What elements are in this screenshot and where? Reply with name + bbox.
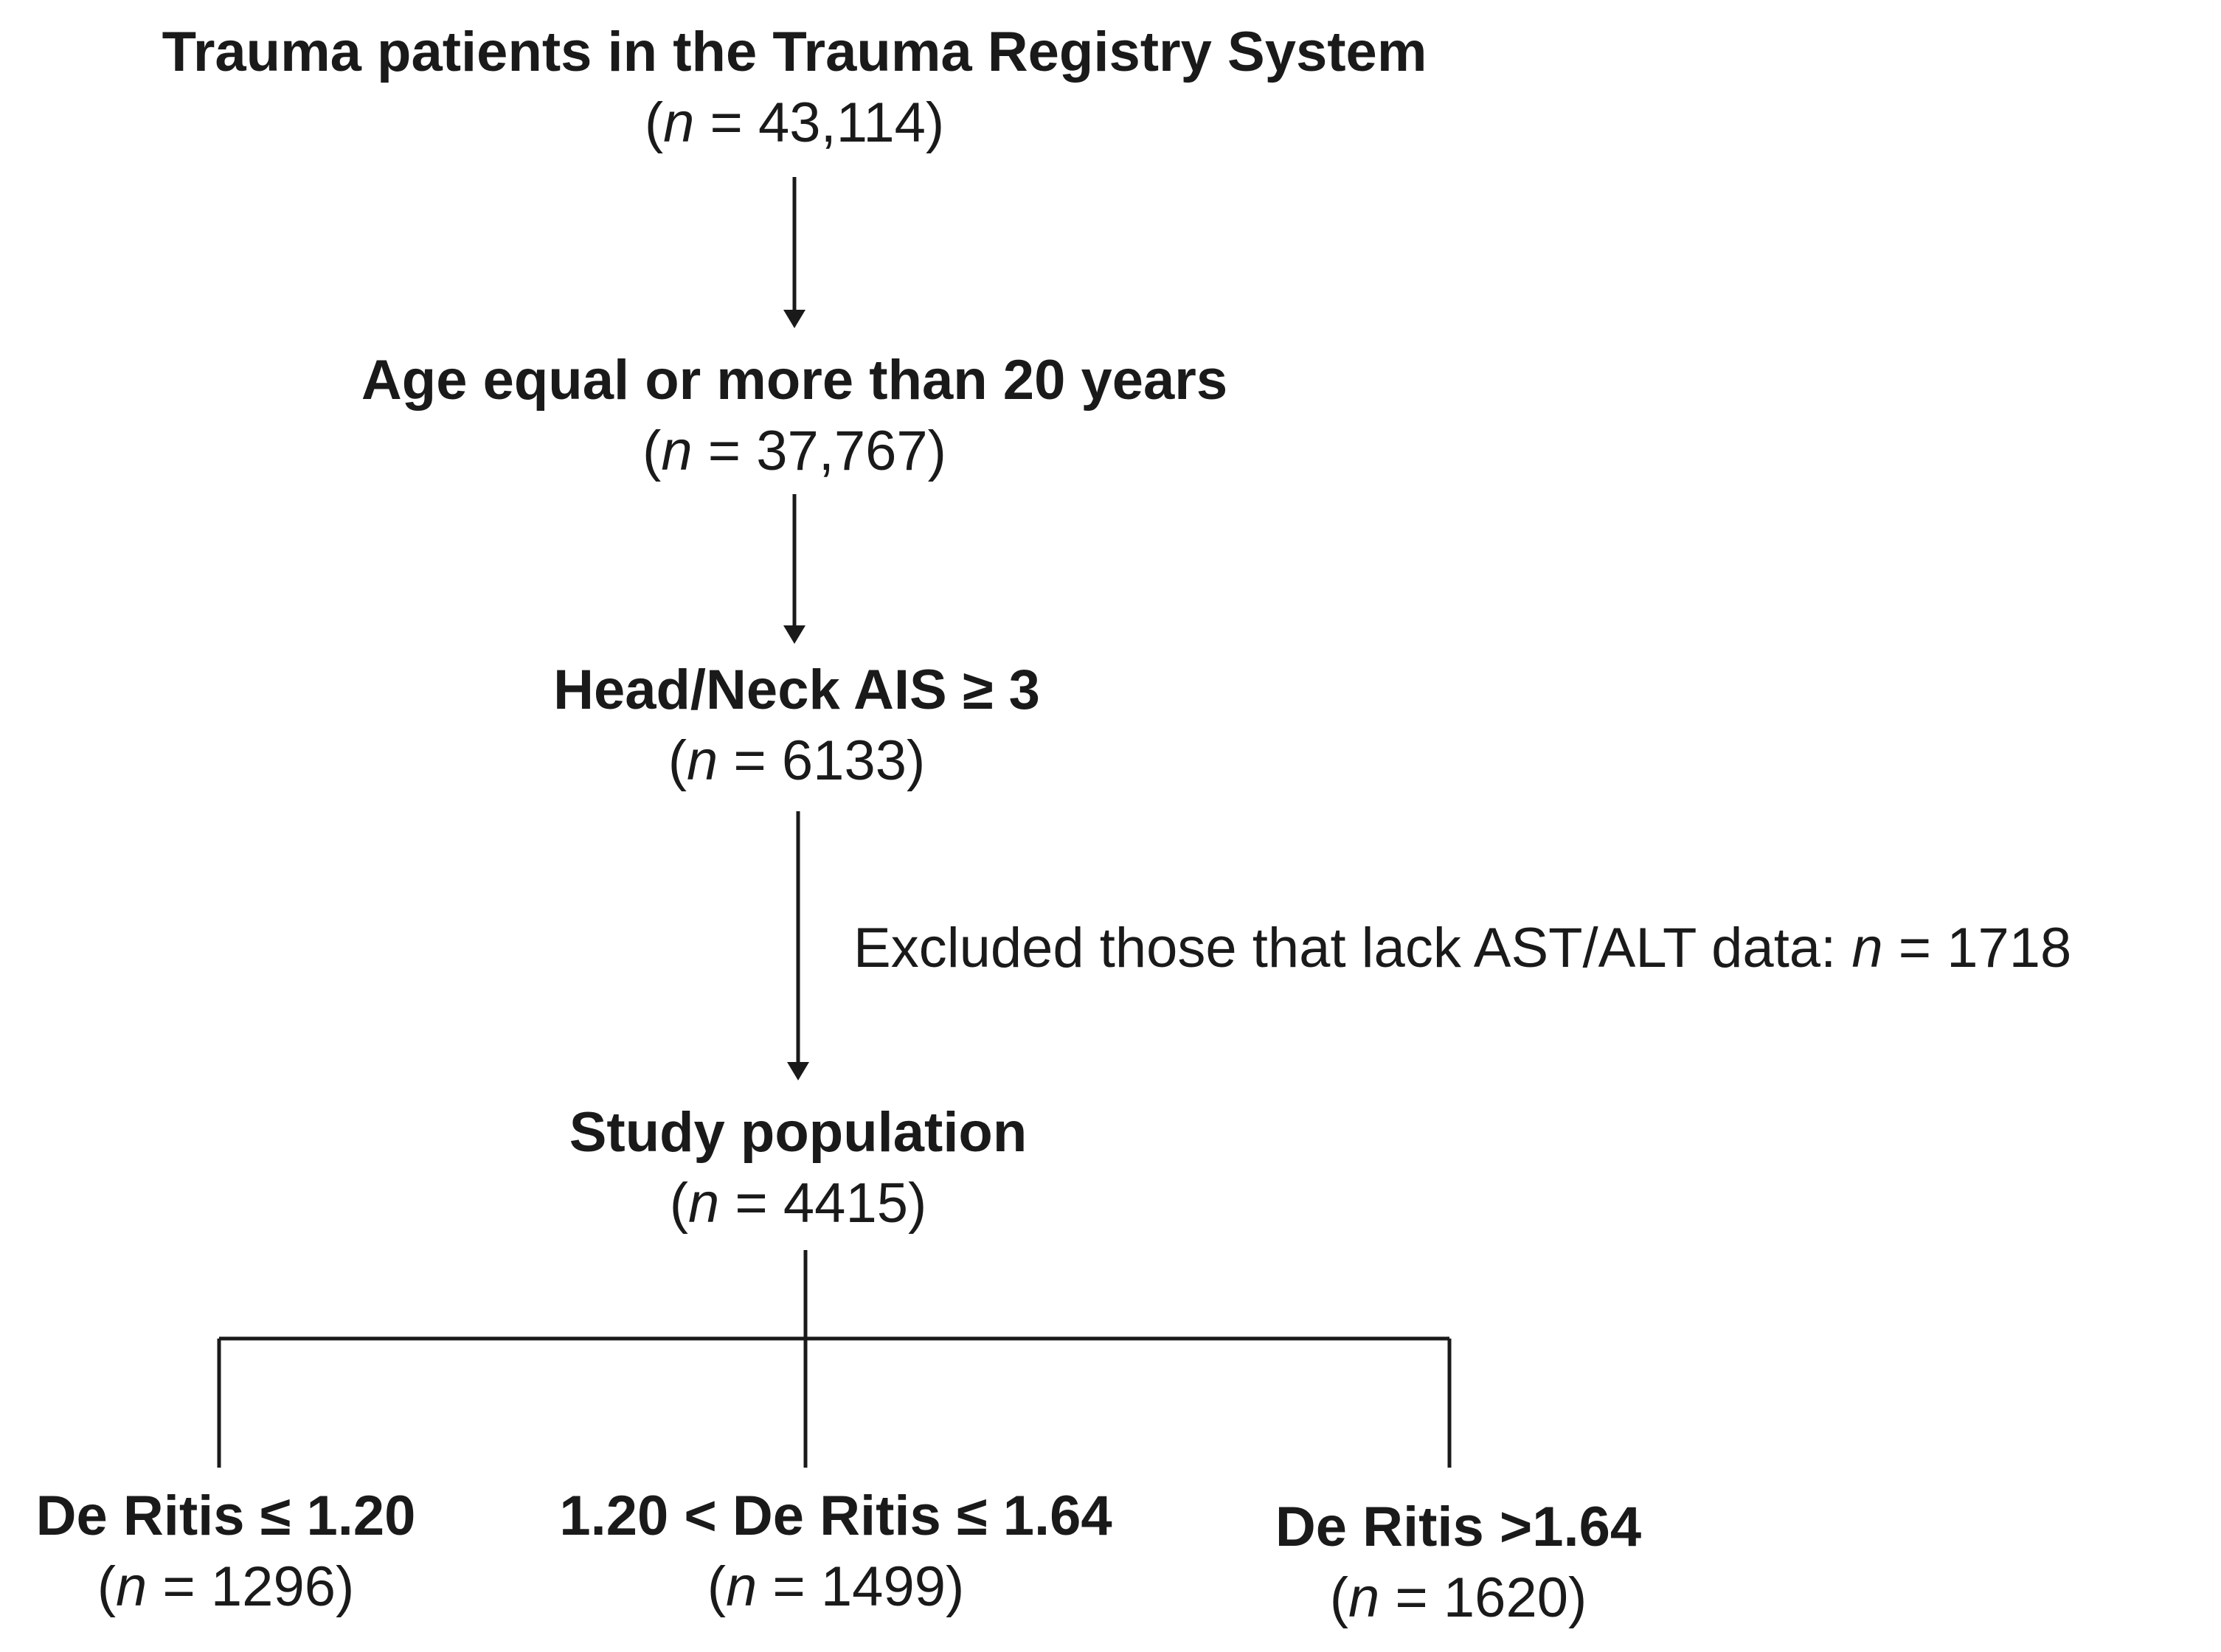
- node-headneck-title: Head/Neck AIS ≥ 3: [553, 659, 1040, 721]
- node-group-mid-title: 1.20 < De Ritis ≤ 1.64: [559, 1485, 1112, 1547]
- arrowhead-age: [783, 310, 805, 328]
- node-group-high-count: (n = 1620): [1329, 1566, 1587, 1629]
- node-headneck-count: (n = 6133): [668, 729, 926, 792]
- arrowhead-study: [787, 1062, 809, 1080]
- node-headneck: [553, 656, 1040, 798]
- node-group-mid: [559, 1482, 1112, 1624]
- node-group-high-title: De Ritis >1.64: [1275, 1496, 1642, 1558]
- node-age-count: (n = 37,767): [642, 420, 946, 482]
- node-registry: [162, 18, 1427, 160]
- node-group-low-title: De Ritis ≤ 1.20: [35, 1485, 416, 1547]
- node-registry-title: Trauma patients in the Trauma Registry System: [162, 21, 1427, 83]
- exclusion-note: Excluded those that lack AST/ALT data: n = 1718: [853, 917, 2072, 979]
- node-registry-count: (n = 43,114): [644, 91, 945, 154]
- node-age: [361, 347, 1227, 488]
- node-study-title: Study population: [569, 1101, 1028, 1164]
- arrowhead-headneck: [783, 625, 805, 644]
- node-study-count: (n = 4415): [669, 1172, 927, 1235]
- node-study: [569, 1099, 1028, 1240]
- node-age-title: Age equal or more than 20 years: [361, 349, 1228, 412]
- node-group-low-count: (n = 1296): [97, 1555, 355, 1618]
- node-group-low: [36, 1482, 416, 1624]
- node-group-mid-count: (n = 1499): [707, 1555, 965, 1618]
- node-group-high: [1275, 1493, 1641, 1635]
